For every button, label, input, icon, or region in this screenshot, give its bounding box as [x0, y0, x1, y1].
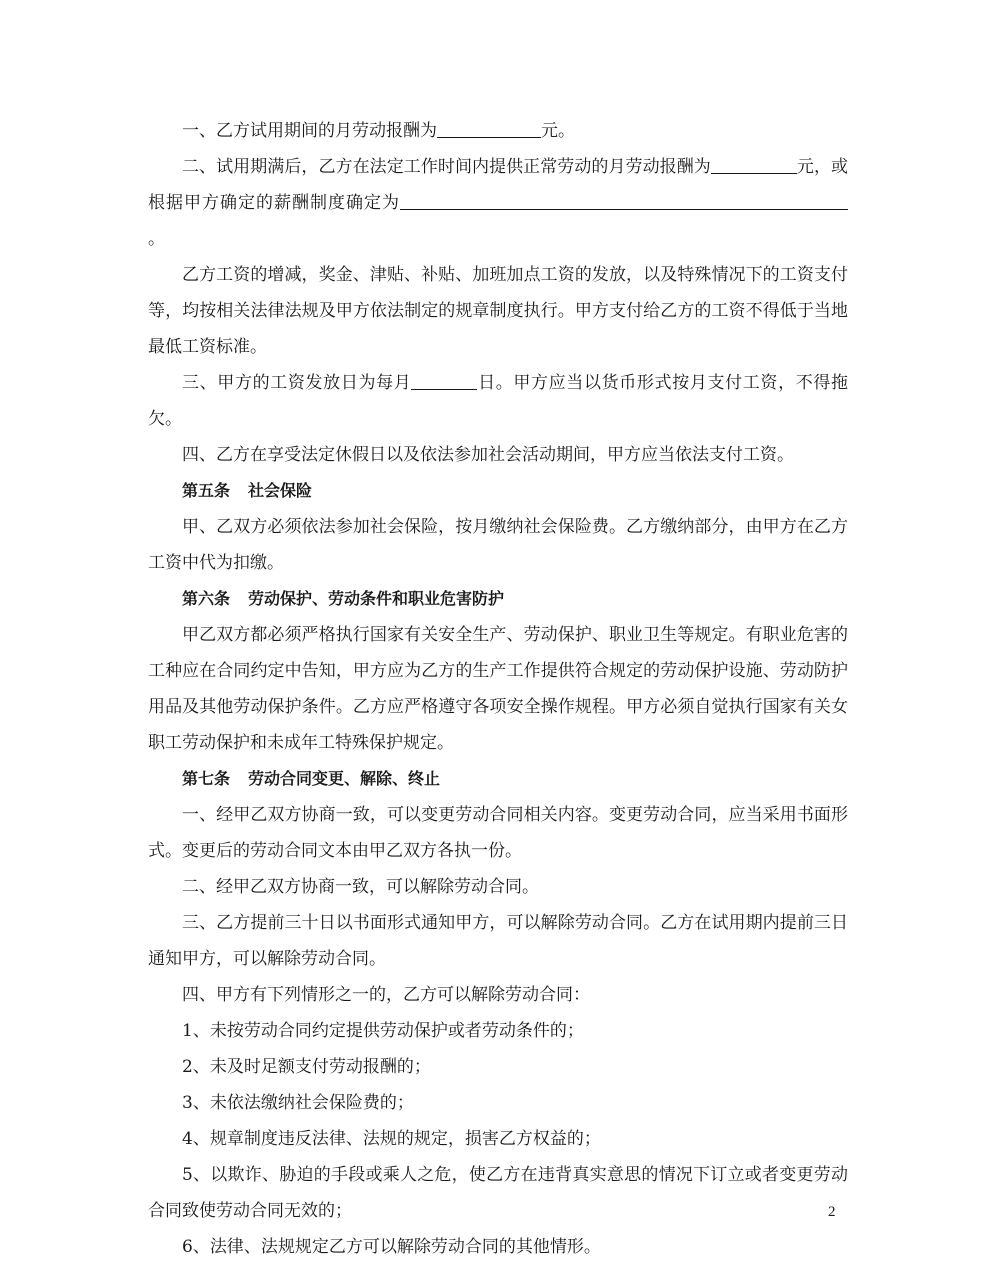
page-number: 2: [828, 1204, 836, 1220]
article-heading: [148, 761, 848, 797]
paragraph-payday: [148, 365, 848, 437]
clause-item: 4、规章制度违反法律、法规的规定，损害乙方权益的；: [182, 1129, 601, 1149]
blank-underline: [711, 155, 797, 174]
blank-underline: [411, 371, 477, 390]
text-segment: 元。: [541, 121, 575, 141]
article-title: 劳动合同变更、解除、终止: [248, 769, 441, 788]
article-title: 社会保险: [248, 481, 313, 500]
article-heading: [148, 581, 848, 617]
document-body: [148, 113, 848, 1265]
clause-item: 二、经甲乙双方协商一致，可以解除劳动合同。: [182, 877, 539, 897]
article-number: 第六条: [182, 589, 231, 608]
clause-item: 2、未及时足额支付劳动报酬的；: [182, 1057, 431, 1077]
article-body: 甲、乙双方必须依法参加社会保险，按月缴纳社会保险费。乙方缴纳部分，由甲方在乙方工资中代为扣缴。: [148, 517, 848, 573]
clause-item: 6、法律、法规规定乙方可以解除劳动合同的其他情形。: [182, 1237, 601, 1257]
paragraph-wage-rules: 乙方工资的增减，奖金、津贴、补贴、加班加点工资的发放，以及特殊情况下的工资支付等，均按相关法律法规及甲方依法制定的规章制度执行。甲方支付给乙方的工资不得低于当地最低工资标准。: [148, 265, 848, 357]
text-segment: 三、甲方的工资发放日为每月: [182, 373, 412, 393]
article-body: 甲乙双方都必须严格执行国家有关安全生产、劳动保护、职业卫生等规定。有职业危害的工种应在合同约定中告知，甲方应为乙方的生产工作提供符合规定的劳动保护设施、劳动防护用品及其他劳动保护条件。乙方应严格遵守各项安全操作规程。甲方必须自觉执行国家有关女职工劳动保护和未成年工特殊保护规定。: [148, 625, 848, 753]
article-title: 劳动保护、劳动条件和职业危害防护: [248, 589, 505, 608]
clause-item: 3、未依法缴纳社会保险费的；: [182, 1093, 414, 1113]
paragraph-regular-pay: [148, 149, 848, 257]
blank-underline: [437, 119, 541, 138]
text-segment: 元，或根据甲方确定的薪酬制度确定为: [148, 157, 849, 213]
text-segment: 二、试用期满后，乙方在法定工作时间内提供正常劳动的月劳动报酬为: [182, 157, 711, 177]
clause-item: 5、以欺诈、胁迫的手段或乘人之危，使乙方在违背真实意思的情况下订立或者变更劳动合同致使劳动合同无效的；: [148, 1165, 848, 1221]
paragraph-holiday-pay: 四、乙方在享受法定休假日以及依法参加社会活动期间，甲方应当依法支付工资。: [182, 445, 794, 465]
paragraph-probation-pay: [148, 113, 848, 149]
clause-item: 一、经甲乙双方协商一致，可以变更劳动合同相关内容。变更劳动合同，应当采用书面形式。变更后的劳动合同文本由甲乙双方各执一份。: [148, 805, 848, 861]
article-number: 第七条: [182, 769, 231, 788]
text-segment: 。: [148, 229, 165, 249]
text-segment: 日。甲方应当以货币形式按月支付工资，不得拖欠。: [148, 373, 849, 429]
clause-item: 三、乙方提前三十日以书面形式通知甲方，可以解除劳动合同。乙方在试用期内提前三日通知甲方，可以解除劳动合同。: [148, 913, 848, 969]
article-heading: [148, 473, 848, 509]
clause-item: 四、甲方有下列情形之一的，乙方可以解除劳动合同：: [182, 985, 590, 1005]
article-number: 第五条: [182, 481, 231, 500]
text-segment: 一、乙方试用期间的月劳动报酬为: [182, 121, 437, 141]
clause-item: 1、未按劳动合同约定提供劳动保护或者劳动条件的；: [182, 1021, 584, 1041]
blank-underline: [400, 191, 848, 210]
